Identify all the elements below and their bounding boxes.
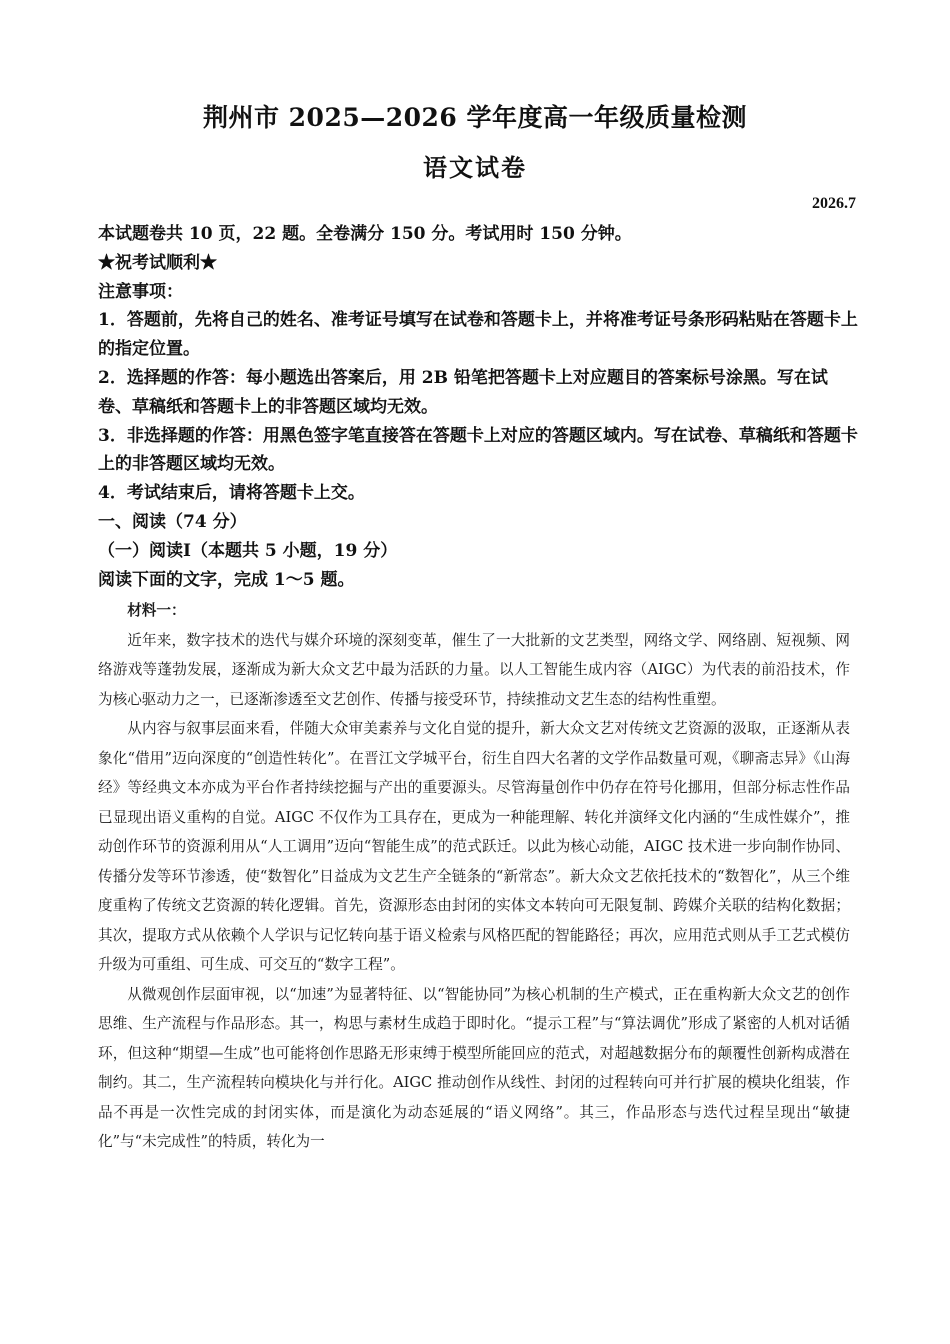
good-luck-line: ★祝考试顺利★ [98,252,217,273]
passage-paragraph-2: 从内容与叙事层面来看，伴随大众审美素养与文化自觉的提升，新大众文艺对传统文艺资源的汲取，正逐渐从表象化“借用”迈向深度的“创造性转化”。在晋江文学城平台，衍生自四大名著的文学作品数量可观，《聊斋志异》《山海经》等经典文本亦成为平台作者持续挖掘与产出的重要源头。尽管海量创作中仍存在符号化挪用，但部分标志性作品已显现出语义重构的自觉。AIGC 不仅作为工具存在，更成为一种能理解、转化并演绎文化内涵的“生成性媒介”，推动创作环节的资源利用从“人工调用”迈向“智能生成”的范式跃迁。以此为核心动能，AIGC 技术进一步向制作协同、传播分发等环节渗透，使“数智化”日益成为文艺生产全链条的“新常态”。新大众文艺依托技术的“数智化”，从三个维度重构了传统文艺资源的转化逻辑。首先，资源形态由封闭的实体文本转向可无限复制、跨媒介关联的结构化数据；其次，提取方式从依赖个人学识与记忆转向基于语义检索与风格匹配的智能路径；再次，应用范式则从手工艺式模仿升级为可重组、可生成、可交互的“数字工程”。 [98,720,850,973]
section-instruction: 阅读下面的文字，完成 1～5 题。 [98,569,355,590]
exam-notice [98,220,858,594]
passage-paragraph-1: 近年来，数字技术的迭代与媒介环境的深刻变革，催生了一大批新的文艺类型，网络文学、网络剧、短视频、网络游戏等蓬勃发展，逐渐成为新大众文艺中最为活跃的力量。以人工智能生成内容（AIGC）为代表的前沿技术，作为核心驱动力之一，已逐渐渗透至文艺创作、传播与接受环节，持续推动文艺生态的结构性重塑。 [98,631,850,708]
section-sub-title: （一）阅读Ⅰ（本题共 5 小题，19 分） [98,540,398,561]
notice-item-2: 2．选择题的作答：每小题选出答案后，用 2B 铅笔把答题卡上对应题目的答案标号涂黑。写在试卷、草稿纸和答题卡上的非答题区域均无效。 [98,367,828,417]
exam-date: 2026.7 [812,195,856,212]
notice-item-1: 1．答题前，先将自己的姓名、准考证号填写在试卷和答题卡上，并将准考证号条形码粘贴在答题卡上的指定位置。 [98,310,858,360]
exam-subject: 语文试卷 [423,153,527,182]
notice-item-4: 4．考试结束后，请将答题卡上交。 [98,483,365,504]
passage-paragraph-3: 从微观创作层面审视，以“加速”为显著特征、以“智能协同”为核心机制的生产模式，正在重构新大众文艺的创作思维、生产流程与作品形态。其一，构思与素材生成趋于即时化。“提示工程”与“算法调优”形成了紧密的人机对话循环，但这种“期望—生成”也可能将创作思路无形束缚于模型所能回应的范式，对超越数据分布的颠覆性创新构成潜在制约。其二，生产流程转向模块化与并行化。AIGC 推动创作从线性、封闭的过程转向可并行扩展的模块化组装，作品不再是一次性完成的封闭实体，而是演化为动态延展的“语义网络”。其三，作品形态与迭代过程呈现出“敏捷化”与“未完成性”的特质，转化为一 [98,985,850,1150]
material-label: 材料一： [127,602,186,619]
notice-item-3: 3．非选择题的作答：用黑色签字笔直接答在答题卡上对应的答题区域内。写在试卷、草稿纸和答题卡上的非答题区域均无效。 [98,425,858,475]
reading-passage [98,596,850,1157]
exam-title: 荆州市 2025—2026 学年度高一年级质量检测 [202,103,748,132]
notice-heading: 注意事项： [98,281,183,302]
exam-summary: 本试题卷共 10 页，22 题。全卷满分 150 分。考试用时 150 分钟。 [98,224,632,244]
section-part-title: 一、阅读（74 分） [98,511,247,532]
